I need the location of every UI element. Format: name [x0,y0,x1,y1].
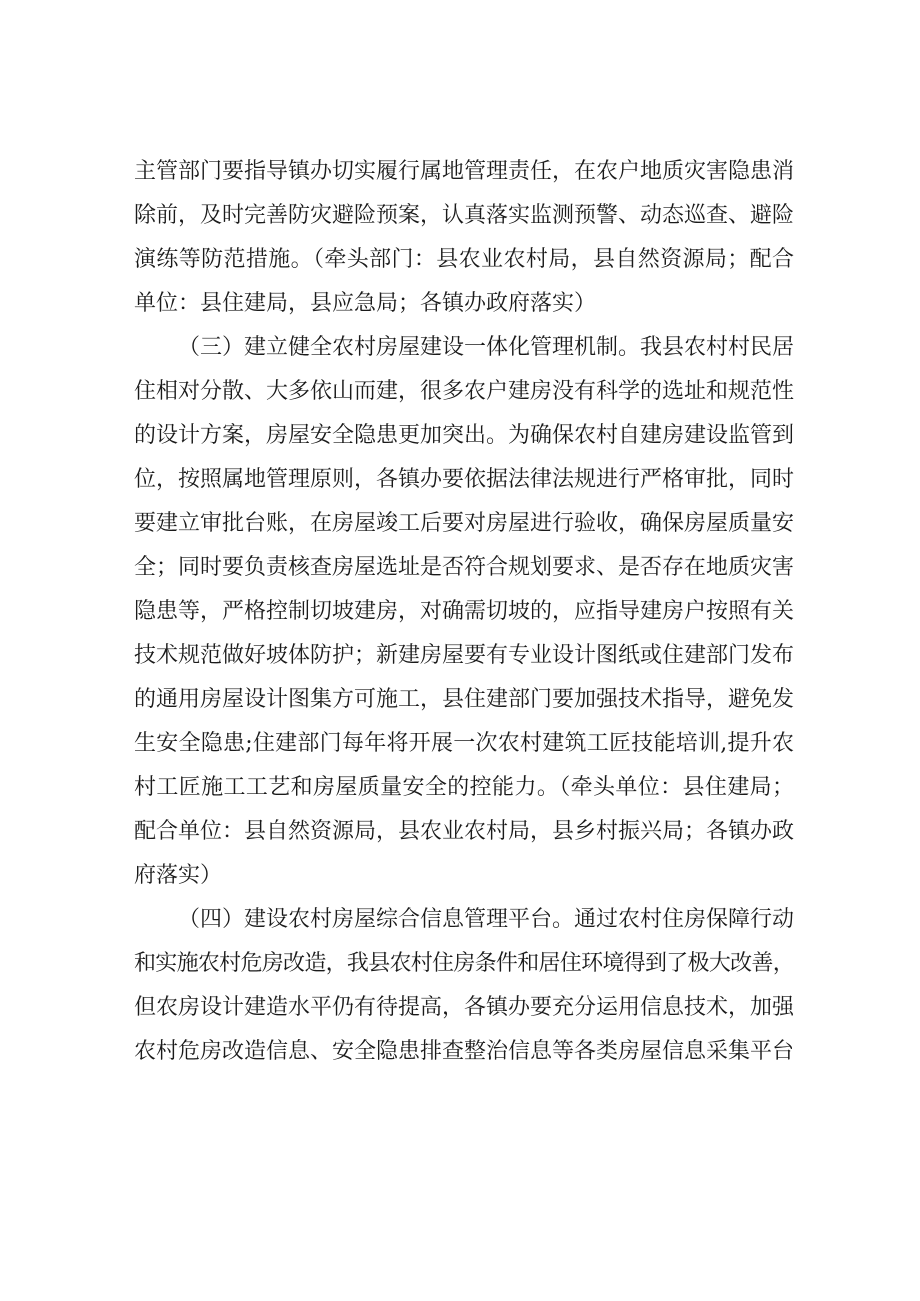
text-line: 住相对分散、大多依山而建，很多农户建房没有科学的选址和规范性 [134,379,794,404]
text-line: 农村危房改造信息、安全隐患排查整治信息等各类房屋信息采集平台 [134,1039,794,1064]
text-line: （四）建设农村房屋综合信息管理平台。通过农村住房保障行动 [178,907,794,932]
text-line: 全；同时要负责核查房屋选址是否符合规划要求、是否存在地质灾害 [134,555,794,580]
text-line: 但农房设计建造水平仍有待提高，各镇办要充分运用信息技术，加强 [134,995,794,1020]
text-line: 隐患等，严格控制切坡建房，对确需切坡的，应指导建房户按照有关 [134,599,794,624]
text-line: 技术规范做好坡体防护；新建房屋要有专业设计图纸或住建部门发布 [134,643,794,668]
text-line: 演练等防范措施。（牵头部门：县农业农村局，县自然资源局；配合 [134,247,794,272]
text-line: 的通用房屋设计图集方可施工，县住建部门要加强技术指导，避免发 [134,687,794,712]
text-line: 位，按照属地管理原则，各镇办要依据法律法规进行严格审批，同时 [134,467,794,492]
text-line: 府落实） [134,863,223,888]
text-line: 的设计方案，房屋安全隐患更加突出。为确保农村自建房建设监管到 [134,423,794,448]
text-line: 配合单位：县自然资源局，县农业农村局，县乡村振兴局；各镇办政 [134,819,794,844]
text-line: 生安全隐患;住建部门每年将开展一次农村建筑工匠技能培训,提升农 [134,731,794,756]
paragraph-1 [134,150,794,326]
text-line: （三）建立健全农村房屋建设一体化管理机制。我县农村村民居 [178,335,794,360]
text-line: 主管部门要指导镇办切实履行属地管理责任，在农户地质灾害隐患消 [134,159,794,184]
text-line: 村工匠施工工艺和房屋质量安全的控能力。（牵头单位：县住建局； [134,775,794,800]
text-line: 单位：县住建局，县应急局；各镇办政府落实） [134,291,597,316]
text-line: 要建立审批台账，在房屋竣工后要对房屋进行验收，确保房屋质量安 [134,511,794,536]
text-line: 除前，及时完善防灾避险预案，认真落实监测预警、动态巡查、避险 [134,203,794,228]
paragraph-3 [134,898,794,1074]
body-text [134,150,794,1074]
paragraph-2 [134,326,794,898]
text-line: 和实施农村危房改造，我县农村住房条件和居住环境得到了极大改善， [134,951,794,976]
